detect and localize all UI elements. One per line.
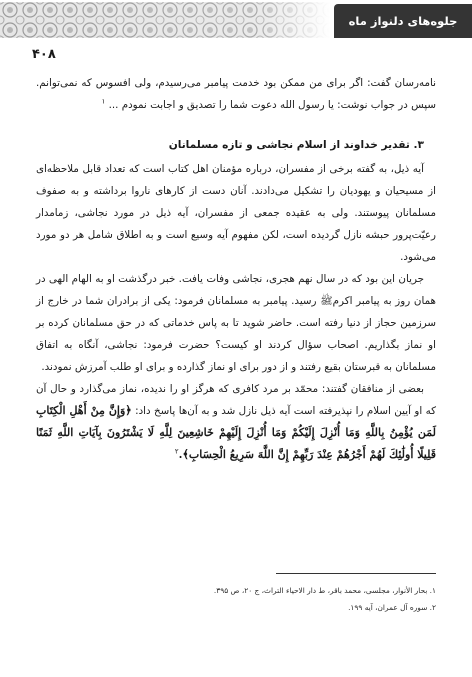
section-heading: ۳. تقدیر خداوند از اسلام نجاشی و تازه مسلمانان (168, 139, 424, 151)
footnote-marker-2: ۲ (174, 447, 179, 456)
paragraph-3 (36, 378, 436, 466)
page-body (36, 72, 436, 466)
footnote-2: ۲. سوره آل عمران، آیه ۱۹۹. (348, 603, 436, 612)
paragraph-3-text: بعضی از منافقان گفتند: محمّد بر مرد کافری که هرگز او را ندیده، نماز می‌گذارد و حال آن که او آیین اسلام را نپذیرفته است آیه ذیل نازل شد و به آن‌ها پاسخ داد: (36, 383, 437, 417)
footnote-marker-1: ۱ (101, 97, 106, 106)
intro-line-2: نمی‌توانم. سپس در جواب نوشت: یا رسول الله دعوت شما را تصدیق و اجابت (36, 77, 436, 111)
intro-line-3: نمودم ... (105, 99, 147, 111)
running-title: جلوه‌های دلنواز ماه (334, 4, 472, 38)
intro-paragraph (36, 72, 436, 116)
page-header (0, 0, 472, 40)
footnote-1: ۱. بحار الأنوار، مجلسی، محمد باقر، ط دار الاحیاء التراث، ج ۲۰، ص ۳۹۵. (213, 586, 436, 595)
paragraph-2: جریان این بود که در سال نهم هجری، نجاشی وفات یافت. خبر درگذشت او به الهام الهی در همان روز به پیامبر اکرمﷺ رسید. پیامبر به مسلمانان فرمود: یکی از برادران شما در خارج از سرزمین حجاز از دنیا رفته است. حاضر شوید تا به پاس خدماتی که در حق مسلمانان کرده بر او نماز بگذاریم. اصحاب سؤال کردند او کیست؟ حضرت فرمود: نجاشی، آنگاه به اتفاق مسلمانان به قبرستان بقیع رفتند و از دور برای او نماز گذارده و برای او طلب آمرزش نمودند. (36, 273, 436, 373)
footnote-divider (276, 573, 436, 574)
intro-line-1: نامه‌رسان گفت: اگر برای من ممکن بود خدمت پیامبر می‌رسیدم، ولی افسوس که (81, 77, 437, 89)
page-number: ۴۰۸ (32, 47, 56, 62)
paragraph-1: آیه ذیل، به گفته برخی از مفسران، درباره مؤمنان اهل کتاب است که تعداد قابل ملاحظه‌ای از مسیحیان و یهودیان را تشکیل می‌دادند. آنان دست از کارهای ناروا برداشته و به صفوف مسلمانان پیوستند. ولی به عقیده جمعی از مفسران، آیه ذیل در مورد نجاشی، زمامدار رعیّت‌پرور حبشه نازل گردیده است، لکن مفهوم آیه وسیع است و به اطلاق شامل هر دو مورد می‌شود. (36, 163, 436, 263)
footnotes (36, 582, 436, 616)
quran-verse: ﴿وَإِنَّ مِنْ أَهْلِ الْكِتَابِ لَمَن يُؤْمِنُ بِاللَّهِ وَمَا أُنْزِلَ إِلَيْكُمْ وَمَا أُنْزِلَ إِلَيْهِمْ خَاشِعِينَ لِلَّهِ لَا يَشْتَرُونَ بِآيَاتِ اللَّهِ ثَمَنًا قَلِيلًا أُولَٰئِكَ لَهُمْ أَجْرُهُمْ عِنْدَ رَبِّهِمْ إِنَّ اللَّهَ سَرِيعُ الْحِسَابِ﴾. (36, 404, 436, 461)
